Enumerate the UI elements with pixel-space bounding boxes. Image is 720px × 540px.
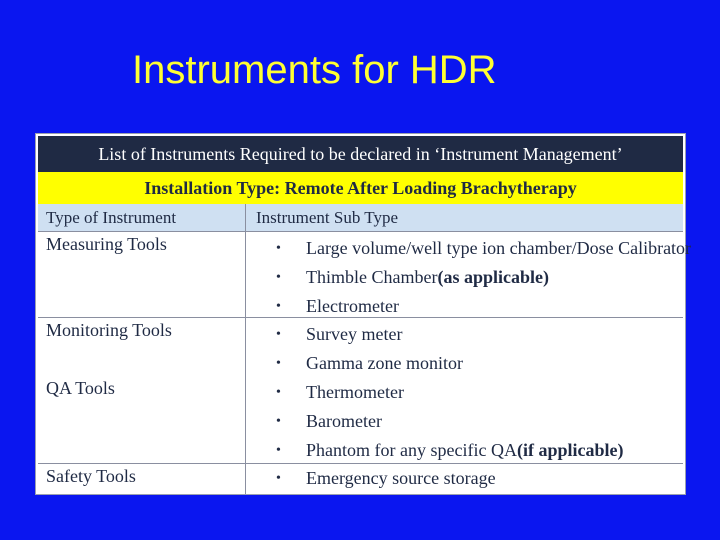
item-text: Electrometer [306, 296, 399, 316]
item-text: Survey meter [306, 324, 403, 344]
column-header-subtype: Instrument Sub Type [256, 208, 399, 227]
list-item [276, 320, 623, 349]
table-row [38, 318, 683, 464]
slide-title: Instruments for HDR [132, 48, 497, 92]
list-item [276, 263, 691, 292]
subtype-list [276, 464, 496, 493]
type-cell [38, 464, 246, 494]
column-header-type: Type of Instrument [38, 204, 246, 231]
bullet-icon: • [276, 414, 281, 429]
subtype-cell [246, 318, 683, 463]
item-text: Thimble Chamber [306, 267, 438, 287]
bullet-icon: • [276, 471, 281, 486]
bullet-icon: • [276, 356, 281, 371]
table-row [38, 464, 683, 494]
subtype-list [276, 320, 623, 465]
item-suffix: (if applicable) [516, 440, 624, 460]
type-label: Safety Tools [46, 466, 136, 486]
item-text: Emergency source storage [306, 468, 496, 488]
subtype-cell [246, 232, 692, 317]
type-cell [38, 318, 246, 463]
instruments-table [35, 133, 692, 495]
column-header-row [38, 204, 683, 232]
subtype-list [276, 234, 691, 321]
item-text: Gamma zone monitor [306, 353, 463, 373]
item-text: Large volume/well type ion chamber/Dose Calibrator [306, 238, 692, 258]
list-item [276, 292, 691, 321]
bullet-icon: • [276, 327, 281, 342]
bullet-icon: • [276, 241, 281, 256]
bullet-icon: • [276, 385, 281, 400]
list-item [276, 464, 496, 493]
list-item [276, 378, 623, 407]
list-item [276, 407, 623, 436]
item-text: Thermometer [306, 382, 404, 402]
type-label: Measuring Tools [46, 234, 167, 254]
bullet-icon: • [276, 299, 281, 314]
list-item [276, 349, 623, 378]
list-item [276, 234, 691, 263]
bullet-icon: • [276, 270, 281, 285]
type-label: QA Tools [46, 378, 115, 398]
bullet-icon: • [276, 443, 281, 458]
subtype-cell [246, 464, 683, 494]
type-cell [38, 232, 246, 317]
installation-type: Installation Type: Remote After Loading Brachytherapy [38, 172, 683, 204]
item-suffix: (as applicable) [437, 267, 549, 287]
item-text: Barometer [306, 411, 382, 431]
type-label: Monitoring Tools [46, 320, 172, 340]
table-row [38, 232, 692, 318]
item-text: Phantom for any specific QA [306, 440, 517, 460]
list-item [276, 436, 623, 465]
table-header: List of Instruments Required to be declared in ‘Instrument Management’ [38, 136, 683, 172]
